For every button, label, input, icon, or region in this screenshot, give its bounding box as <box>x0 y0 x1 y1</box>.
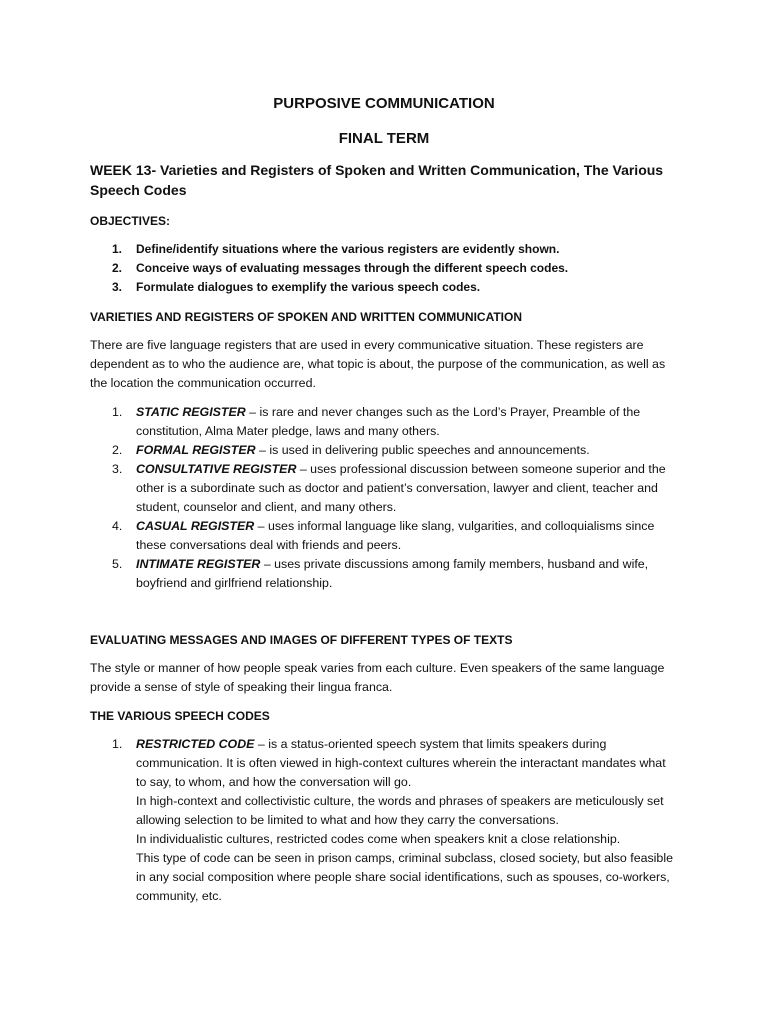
register-term: FORMAL REGISTER <box>136 443 256 457</box>
objective-number: 2. <box>112 261 123 275</box>
register-number: 4. <box>112 519 123 533</box>
objectives-list <box>90 240 678 297</box>
registers-heading: VARIETIES AND REGISTERS OF SPOKEN AND WRITTEN COMMUNICATION <box>90 310 523 324</box>
evaluating-text: The style or manner of how people speak varies from each culture. Even speakers of the same language provide a sense of style of speaking their lingua franca. <box>90 661 665 694</box>
register-description: – uses professional discussion between someone superior and the other is a subordinate such as doctor and patient’s conversation, lawyer and client, teacher and student, counselor and client, and many others. <box>136 462 666 514</box>
speech-code-number: 1. <box>112 737 123 751</box>
register-item <box>90 517 678 555</box>
objective-item <box>90 278 678 297</box>
register-number: 5. <box>112 557 123 571</box>
document-title: PURPOSIVE COMMUNICATION <box>273 95 495 112</box>
objective-item <box>90 259 678 278</box>
speech-codes-heading: THE VARIOUS SPEECH CODES <box>90 709 270 723</box>
speech-code-item <box>90 735 678 906</box>
register-item <box>90 403 678 441</box>
week-heading: WEEK 13- Varieties and Registers of Spoken and Written Communication, The Various Speech Codes <box>90 162 664 198</box>
objective-text: Conceive ways of evaluating messages through the different speech codes. <box>136 261 569 275</box>
speech-code-paragraph: In individualistic cultures, restricted codes come when speakers knit a close relationship. <box>136 832 621 846</box>
register-number: 2. <box>112 443 123 457</box>
registers-intro: There are five language registers that are used in every communicative situation. These registers are dependent as to who the audience are, what topic is about, the purpose of the communication, as well as the location the communication occurred. <box>90 338 666 390</box>
register-term: STATIC REGISTER <box>136 405 246 419</box>
register-number: 3. <box>112 462 123 476</box>
registers-list <box>90 403 678 593</box>
register-description: – is rare and never changes such as the Lord’s Prayer, Preamble of the constitution, Alma Mater pledge, laws and many others. <box>136 405 641 438</box>
register-item <box>90 441 678 460</box>
register-description: – is used in delivering public speeches and announcements. <box>255 443 590 457</box>
document-subtitle: FINAL TERM <box>338 130 430 147</box>
objective-text: Define/identify situations where the various registers are evidently shown. <box>136 242 560 256</box>
register-item <box>90 555 678 593</box>
register-number: 1. <box>112 405 123 419</box>
register-item <box>90 460 678 517</box>
objective-number: 3. <box>112 280 123 294</box>
register-description: – uses informal language like slang, vulgarities, and colloquialisms since these conversations deal with friends and peers. <box>136 519 655 552</box>
speech-code-term: RESTRICTED CODE <box>136 737 255 751</box>
speech-code-description: – is a status-oriented speech system that limits speakers during communication. It is often viewed in high-context cultures wherein the interactant mandates what to say, to whom, and how the conversation will go. <box>136 737 666 789</box>
speech-codes-list <box>90 735 678 906</box>
register-term: CONSULTATIVE REGISTER <box>136 462 297 476</box>
register-term: CASUAL REGISTER <box>136 519 255 533</box>
register-description: – uses private discussions among family members, husband and wife, boyfriend and girlfriend relationship. <box>136 557 649 590</box>
objective-item <box>90 240 678 259</box>
speech-code-paragraph: This type of code can be seen in prison camps, criminal subclass, closed society, but also feasible in any social composition where people share social identifications, such as spouses, co-workers, community, etc. <box>136 851 673 903</box>
objectives-heading: OBJECTIVES: <box>90 214 171 228</box>
speech-code-paragraph: In high-context and collectivistic culture, the words and phrases of speakers are meticulously set allowing selection to be limited to what and how they carry the conversations. <box>136 794 664 827</box>
register-term: INTIMATE REGISTER <box>136 557 261 571</box>
evaluating-heading: EVALUATING MESSAGES AND IMAGES OF DIFFERENT TYPES OF TEXTS <box>90 633 513 647</box>
objective-text: Formulate dialogues to exemplify the various speech codes. <box>136 280 481 294</box>
objective-number: 1. <box>112 242 123 256</box>
